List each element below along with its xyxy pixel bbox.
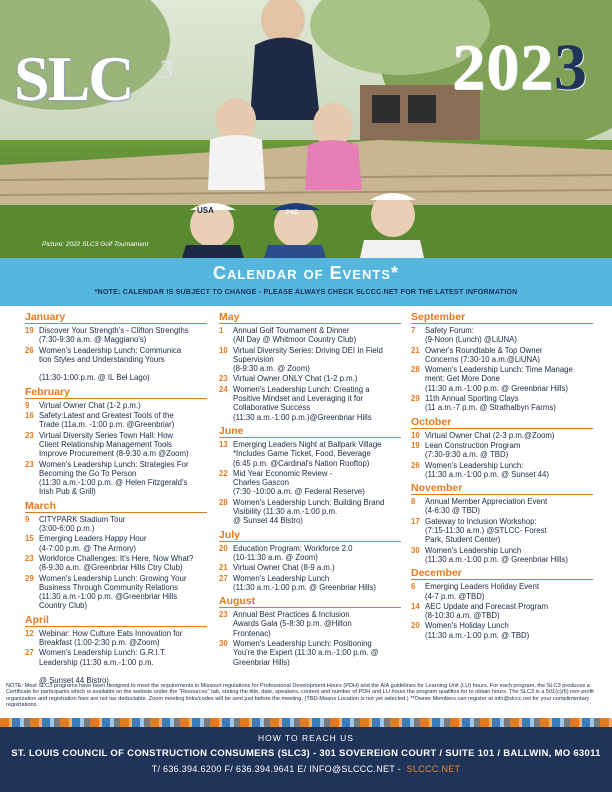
event-line: Country Club) — [39, 601, 88, 611]
event-day: 21 — [411, 345, 420, 355]
event-day: 23 — [25, 459, 34, 469]
calendar-event — [25, 554, 207, 573]
calendar-event — [411, 441, 593, 460]
event-day: 23 — [219, 374, 228, 384]
event-line: Women's Leadership Lunch: Time Manage — [425, 365, 573, 375]
event-line: Improve Procurement (8-9:30 a.m @Zoom) — [39, 449, 189, 459]
photo-caption: Picture: 2022 SLC3 Golf Tournament — [42, 241, 149, 248]
month-heading: August — [219, 595, 401, 608]
month-heading: June — [219, 425, 401, 438]
event-description — [425, 365, 593, 393]
month-heading: December — [411, 567, 593, 580]
event-line: (11:30 a.m.-1:00 p.m.)@Greenbriar Hills — [233, 412, 372, 422]
event-day: 30 — [219, 639, 228, 649]
event-description — [39, 411, 207, 430]
calendar-event — [25, 515, 207, 534]
event-line: Annual Member Appreciation Event — [425, 497, 548, 507]
event-line: @ Sunset 44 Bistro) — [233, 516, 303, 526]
event-line: @ Sunset 44 Bistro) — [39, 676, 109, 686]
event-line: Virtual Diversity Series: Driving DEI In Field — [233, 345, 383, 355]
event-description — [233, 574, 401, 593]
calendar-note: *NOTE: CALENDAR IS SUBJECT TO CHANGE - PLEASE ALWAYS CHECK SLCCC.NET FOR THE LATEST INFORMATION — [94, 288, 518, 296]
event-line: Webinar: How Culture Eats Innovation for — [39, 628, 183, 638]
event-line: (11:30 a.m.-1:00 p.m. @ Greenbriar Hills) — [233, 582, 376, 592]
event-description — [39, 629, 207, 648]
event-line: (8-9:30 a.m. @ Zoom) — [233, 364, 310, 374]
calendar-event — [25, 534, 207, 553]
event-day: 29 — [411, 394, 420, 404]
event-line: (6:45 p.m. @Cardinal's Nation Rooftop) — [233, 458, 370, 468]
event-description — [233, 440, 401, 468]
event-line: Virtual Diversity Series Town Hall: How — [39, 430, 174, 440]
calendar-event — [411, 326, 593, 345]
calendar-column-2 — [219, 308, 401, 668]
event-line: Safety Forum: — [425, 326, 474, 335]
event-description — [233, 469, 401, 497]
event-line: (7:30-9:30 a.m. @ TBD) — [425, 450, 509, 460]
event-day: 26 — [411, 460, 420, 470]
event-line: Frontenac) — [233, 628, 271, 638]
event-description — [233, 563, 401, 572]
calendar-event — [219, 563, 401, 572]
event-day: 26 — [25, 345, 34, 355]
event-description — [425, 431, 593, 440]
event-line: (8-10:30 a.m. @TBD) — [425, 611, 500, 621]
calendar-event — [411, 517, 593, 545]
footer-contact — [0, 764, 612, 774]
calendar-event — [219, 544, 401, 563]
calendar-event — [411, 497, 593, 516]
event-line: Business Through Community Relations — [39, 582, 178, 592]
event-day: 8 — [411, 497, 416, 507]
calendar-event — [25, 648, 207, 685]
event-description — [425, 394, 593, 413]
event-day: 30 — [411, 545, 420, 555]
event-day: 1 — [219, 326, 224, 335]
event-line: (4-7:00 p.m. @ The Armory) — [39, 543, 137, 553]
event-line: Discover Your Strength's - Clifton Strengths — [39, 326, 189, 335]
calendar-event — [219, 440, 401, 468]
calendar-column-3 — [411, 308, 593, 641]
event-line: Women's Leadership Lunch: Growing Your — [39, 573, 187, 583]
event-line: (11:30 a.m.-1:00 p.m. @ Greenbriar Hills) — [425, 383, 568, 393]
event-description — [39, 554, 207, 573]
calendar-event — [411, 546, 593, 565]
month-heading: October — [411, 416, 593, 429]
event-day: 19 — [411, 440, 420, 450]
calendar-event — [219, 610, 401, 638]
calendar-column-1 — [25, 308, 207, 687]
event-line: Women's Leadership Lunch — [425, 545, 522, 555]
event-description — [233, 610, 401, 638]
event-description — [233, 374, 401, 383]
event-line: (11:30 a.m.-1:00 p.m. @ Helen Fitzgerald's — [39, 478, 188, 488]
month-heading: March — [25, 500, 207, 513]
event-line: Positive Mindset and Leveraging it for — [233, 394, 364, 404]
event-description — [425, 517, 593, 545]
year-prefix: 202 — [452, 31, 554, 104]
slc3-logo: SLC — [14, 43, 133, 114]
event-day: 13 — [219, 439, 228, 449]
decorative-stripe — [0, 718, 612, 727]
event-description — [39, 431, 207, 459]
event-line: (11 a.m.-7 p.m. @ Strathalbyn Farms) — [425, 403, 556, 413]
event-line: Women's Leadership Lunch: Positioning — [233, 639, 372, 649]
event-line: Annual Golf Tournament & Dinner — [233, 326, 350, 335]
event-day: 19 — [25, 326, 34, 335]
event-line: Emerging Leaders Happy Hour — [39, 534, 147, 544]
event-day: 20 — [219, 543, 228, 553]
event-line: AEC Update and Forecast Program — [425, 601, 549, 611]
event-description — [425, 441, 593, 460]
event-description — [39, 534, 207, 553]
event-line: CITYPARK Stadium Tour — [39, 514, 126, 524]
event-description — [233, 385, 401, 422]
calendar-event — [219, 469, 401, 497]
calendar-title: Calendar of Events* — [213, 263, 399, 283]
event-day: 24 — [219, 384, 228, 394]
event-line: Greenbriar Hills) — [233, 657, 290, 667]
event-line: Virtual Owner Chat (1-2 p.m.) — [39, 400, 141, 410]
calendar-event — [25, 326, 207, 345]
event-day: 12 — [25, 628, 34, 638]
event-line: (11:30 a.m.-1:00 p.m. @ Greenbriar Hills) — [425, 554, 568, 564]
footer-contact-details: T/ 636.394.6200 F/ 636.394.9641 E/ INFO@SLCCC.NET - — [151, 764, 402, 774]
event-line: Women's Leadership Lunch: G.R.I.T. — [39, 648, 167, 658]
calendar-event — [25, 460, 207, 497]
event-line: ment: Get More Done — [425, 374, 500, 384]
event-line: Mid Year Economic Review - — [233, 468, 333, 478]
event-line: (10-11:30 a.m. @ Zoom) — [233, 552, 318, 562]
contact-footer — [0, 727, 612, 792]
event-day: 15 — [25, 534, 34, 544]
month-heading: April — [25, 614, 207, 627]
event-description — [233, 346, 401, 374]
event-line: (11:30 a.m.-1:00 p.m. @ TBD) — [425, 630, 530, 640]
event-day: 9 — [25, 514, 30, 524]
event-day: 10 — [219, 345, 228, 355]
event-line: Virtual Owner ONLY Chat (1-2 p.m.) — [233, 374, 358, 384]
calendar-event — [25, 629, 207, 648]
event-line — [39, 364, 207, 373]
calendar-event — [411, 346, 593, 365]
calendar-event — [219, 326, 401, 345]
event-day: 22 — [219, 468, 228, 478]
event-day: 27 — [219, 573, 228, 583]
event-description — [39, 574, 207, 611]
event-line: 11th Annual Sporting Clays — [425, 394, 519, 404]
event-line: (11:30 a.m.-1:00 p.m. @Greenbriar Hills — [39, 592, 178, 602]
event-line: Workforce Challenges: It's Here, Now What? — [39, 553, 194, 563]
hat-text-pxe: PXE — [286, 210, 299, 216]
event-description — [233, 639, 401, 667]
calendar-event — [219, 385, 401, 422]
event-description — [39, 648, 207, 685]
event-day: 16 — [25, 411, 34, 421]
event-line: (8-9:30 a.m. @Greenbriar Hills Ctry Club) — [39, 563, 183, 573]
event-description — [39, 460, 207, 497]
event-line: Women's Leadership Lunch: Strategies For — [39, 459, 189, 469]
website-link[interactable]: SLCCC.NET — [406, 764, 461, 774]
event-description — [425, 582, 593, 601]
event-description — [39, 401, 207, 410]
calendar-event — [411, 431, 593, 440]
month-heading: July — [219, 529, 401, 542]
hero-photo — [0, 0, 612, 258]
event-line: *Includes Game Ticket, Food, Beverage — [233, 449, 371, 459]
calendar-event — [219, 374, 401, 383]
event-line: You're the Expert (11:30 a.m.-1:00 p.m. @ — [233, 648, 379, 658]
event-line: Charles Gascon — [233, 478, 289, 488]
event-line: (11:30 a.m.-1:00 p.m. @ Sunset 44) — [425, 469, 549, 479]
event-line: Women's Holiday Lunch — [425, 621, 509, 631]
event-day: 27 — [25, 648, 34, 658]
event-line: Gateway to Inclusion Workshop: — [425, 516, 537, 526]
event-line: Client Relationship Management Tools — [39, 439, 172, 449]
event-description — [39, 326, 207, 345]
year-last-digit: 3 — [554, 31, 588, 104]
calendar-event — [411, 582, 593, 601]
event-day: 21 — [219, 563, 228, 573]
calendar-event — [411, 461, 593, 480]
calendar-event — [219, 574, 401, 593]
event-line: Breakfast (1:00-2:30 p.m. @Zoom) — [39, 638, 160, 648]
slc3-logo-superscript: 3 — [160, 55, 173, 84]
hat-text-usa: USA — [197, 206, 214, 215]
event-line: Awards Gala (5-8:30 p.m. @Hilton — [233, 619, 352, 629]
event-description — [425, 602, 593, 621]
event-day: 28 — [219, 497, 228, 507]
event-line: Irish Pub & Grill) — [39, 487, 96, 497]
footer-title: HOW TO REACH US — [258, 733, 354, 743]
event-line: (7:30-9:30 a.m. @ Maggiano's) — [39, 335, 147, 345]
event-line: Safety:Latest and Greatest Tools of the — [39, 411, 174, 421]
event-line: Annual Best Practices & Inclusion — [233, 610, 350, 620]
calendar-event — [25, 411, 207, 430]
event-day: 17 — [411, 516, 420, 526]
event-line: Visibility (11:30 a.m.-1:00 p.m. — [233, 507, 338, 517]
month-heading: September — [411, 311, 593, 324]
calendar-event — [25, 401, 207, 410]
event-line: Owner's Roundtable & Top Owner — [425, 345, 543, 355]
event-description — [233, 326, 401, 345]
month-heading: January — [25, 311, 207, 324]
event-line: Virtual Owner Chat (2-3 p.m.@Zoom) — [425, 430, 555, 440]
event-line: Women's Leadership Lunch — [233, 573, 330, 583]
event-description — [233, 498, 401, 526]
calendar-event — [411, 602, 593, 621]
month-heading: May — [219, 311, 401, 324]
event-line: (4-6:30 @ TBD) — [425, 506, 481, 516]
event-description — [425, 326, 593, 345]
event-line — [39, 667, 207, 676]
event-description — [425, 621, 593, 640]
event-description — [39, 346, 207, 383]
calendar-event — [411, 621, 593, 640]
calendar-event — [411, 365, 593, 393]
year-title — [452, 30, 588, 106]
event-day: 9 — [25, 400, 30, 410]
event-day: 20 — [411, 621, 420, 631]
event-description — [425, 461, 593, 480]
month-heading: February — [25, 386, 207, 399]
event-line: Leadership (11:30 a.m.-1:00 p.m. — [39, 657, 154, 667]
month-heading: November — [411, 482, 593, 495]
event-line: (9-Noon (Lunch) @LiUNA) — [425, 335, 517, 345]
calendar-banner — [0, 258, 612, 306]
event-line: Emerging Leaders Night at Ballpark Village — [233, 439, 382, 449]
event-description — [233, 544, 401, 563]
event-day: 28 — [411, 365, 420, 375]
event-line: Trade (11a.m. -1:00 p.m. @Greenbriar) — [39, 420, 175, 430]
calendar-event — [219, 346, 401, 374]
event-line: Concerns (7:30-10 a.m.@LiUNA) — [425, 354, 540, 364]
event-line: (3:00-6:00 p.m.) — [39, 524, 95, 534]
event-day: 14 — [411, 601, 420, 611]
calendar-event — [219, 639, 401, 667]
event-day: 7 — [411, 326, 416, 335]
event-day: 6 — [411, 582, 416, 592]
event-line: Women's Leadership Lunch: Building Brand — [233, 497, 385, 507]
event-description — [425, 346, 593, 365]
event-line: Women's Leadership Lunch: — [425, 460, 524, 470]
event-day: 23 — [219, 610, 228, 620]
event-line: Collaborative Success — [233, 403, 311, 413]
event-day: 23 — [25, 553, 34, 563]
event-description — [39, 515, 207, 534]
event-description — [425, 497, 593, 516]
event-line: (All Day @ Whitmoor Country Club) — [233, 335, 357, 345]
footer-address: ST. LOUIS COUNCIL OF CONSTRUCTION CONSUMERS (SLC3) - 301 SOVEREIGN COURT / SUITE 101 / BALLWIN, MO 63011 — [11, 748, 601, 759]
event-line: Supervision — [233, 354, 274, 364]
calendar-event — [25, 346, 207, 383]
calendar-event — [25, 431, 207, 459]
event-day: 10 — [411, 430, 420, 440]
event-line: Becoming the Go To Person — [39, 468, 137, 478]
event-day: 29 — [25, 573, 34, 583]
event-line: tion Styles and Understanding Yours — [39, 354, 165, 364]
calendar-event — [411, 394, 593, 413]
event-line: Emerging Leaders Holiday Event — [425, 582, 539, 592]
event-line: Lean Construction Program — [425, 440, 521, 450]
event-line: (7:30 -10:00 a.m. @ Federal Reserve) — [233, 487, 365, 497]
event-line: Park, Student Center) — [425, 535, 501, 545]
event-line: Women's Leadership Lunch: Communica — [39, 345, 182, 355]
event-line: Education Program: Workforce 2.0 — [233, 543, 353, 553]
calendar-event — [219, 498, 401, 526]
event-line: (7:15-11:30 a.m.) @STLCC- Forest — [425, 526, 547, 536]
event-description — [425, 546, 593, 565]
event-day: 23 — [25, 430, 34, 440]
event-line: (4-7 p.m. @TBD) — [425, 591, 485, 601]
footnote: NOTE: Most SLC3 programs have been designed to meet the requirements in Missouri regulations for Professional Development Hours (PDH) and the AIA guidelines for Learning Unit (LU) hours. For each program, the SLC3 produces a Certificate for participants which is available on the website under the "Resources" tab, stating the title, date, speakers, content and number of PDH and LU hours the program qualifies for to obtain hours. The SLC3 is a 501(c)(6) non-profit organization and registration fees are not tax deductable. Zoom meeting links/codes will be sent just before the meeting. (TBD-Means Location is not yet selected.) **Owner Members can register at info@slccc.net for your complimentary registrations. — [6, 683, 594, 709]
calendar-event — [25, 574, 207, 611]
event-line: Virtual Owner Chat (8-9 a.m.) — [233, 563, 335, 573]
event-line: (11:30-1:00 p.m. @ IL Bel Lago) — [39, 373, 150, 383]
event-line: Women's Leadership Lunch: Creating a — [233, 384, 370, 394]
